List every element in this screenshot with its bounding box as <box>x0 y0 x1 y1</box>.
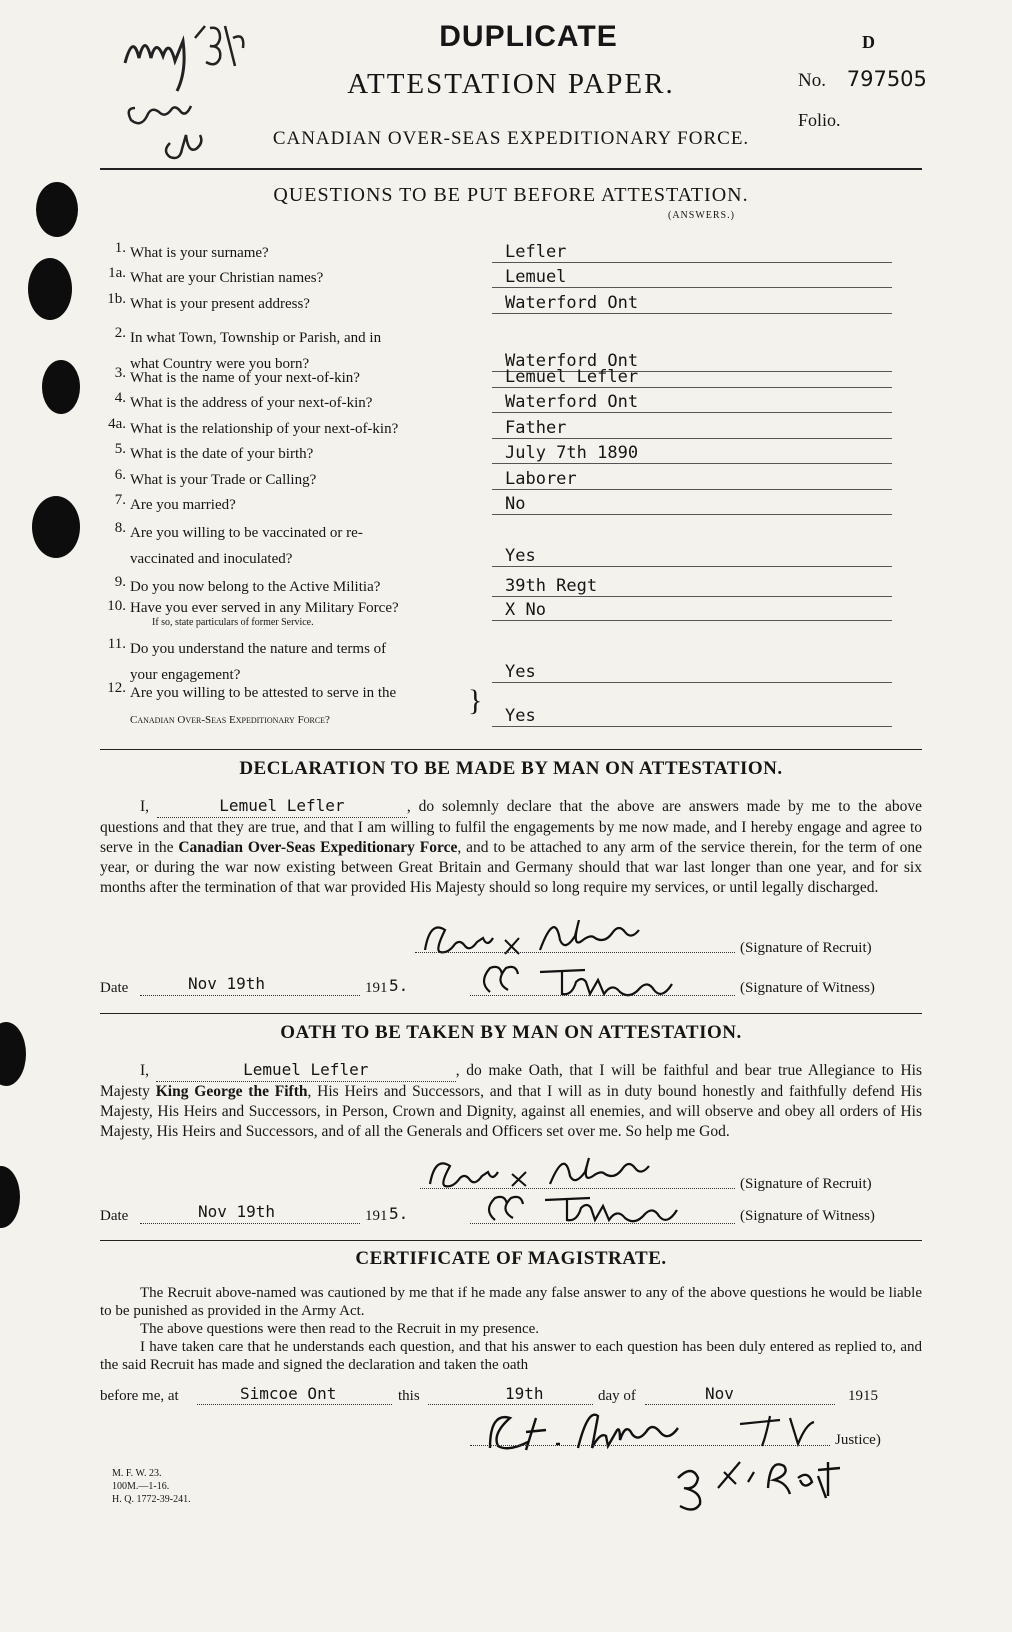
answer-value: Lefler <box>505 242 567 262</box>
oath-year-suffix: 5. <box>389 1204 409 1223</box>
answer-line <box>492 489 892 490</box>
oath-recruit-signature-line <box>420 1188 735 1189</box>
question-row <box>100 598 920 628</box>
section-divider <box>100 749 922 750</box>
oath-witness-signature-label: (Signature of Witness) <box>740 1208 875 1224</box>
recruit-signature-line <box>415 952 735 953</box>
certificate-place-line <box>197 1404 392 1405</box>
question-text: Do you now belong to the Active Militia? <box>130 579 381 595</box>
header-divider <box>100 168 922 170</box>
binder-hole <box>0 1166 20 1228</box>
certificate-this-label: this <box>398 1388 420 1404</box>
answer-line <box>492 726 892 727</box>
form-footer <box>112 1467 191 1506</box>
answer-line <box>492 514 892 515</box>
question-row <box>100 291 920 317</box>
question-row <box>100 467 920 493</box>
question-text: Do you understand the nature and terms of your engagement? <box>130 641 387 683</box>
certificate-place: Simcoe Ont <box>240 1384 337 1403</box>
oath-date-value: Nov 19th <box>198 1202 276 1221</box>
declaration-year-suffix: 5. <box>389 976 409 995</box>
answer-line <box>492 412 892 413</box>
answer-value: No <box>505 494 526 514</box>
answer-value: July 7th 1890 <box>505 443 639 463</box>
binder-hole <box>42 360 80 414</box>
certificate-before-label: before me, at <box>100 1388 179 1404</box>
question-row <box>100 390 920 416</box>
question-text: What are your Christian names? <box>130 270 324 286</box>
magistrate-signature-line <box>470 1445 830 1446</box>
oath-witness-signature <box>475 1190 735 1230</box>
binder-hole <box>32 496 80 558</box>
regiment-handwritten-stamp <box>668 1448 868 1518</box>
section-divider <box>100 1240 922 1241</box>
question-number: 8. <box>114 520 126 536</box>
question-text: What is the address of your next-of-kin? <box>130 395 373 411</box>
question-row <box>100 365 920 391</box>
question-text: What is the relationship of your next-of-kin? <box>130 421 399 437</box>
question-row <box>100 636 920 686</box>
question-number: 4. <box>114 390 126 406</box>
question-number: 10. <box>107 598 126 614</box>
answer-value: 39th Regt <box>505 576 598 596</box>
question-number: 9. <box>114 574 126 590</box>
question-number: 1a. <box>108 265 126 281</box>
oath-title: OATH TO BE TAKEN BY MAN ON ATTESTATION. <box>280 1022 742 1043</box>
declaration-date-value: Nov 19th <box>188 974 266 993</box>
question-text: What is the name of your next-of-kin? <box>130 370 360 386</box>
oath-date-label: Date <box>100 1208 129 1224</box>
answer-value: Yes <box>505 662 536 682</box>
answer-line <box>492 566 892 567</box>
questions-section-title: QUESTIONS TO BE PUT BEFORE ATTESTATION. <box>273 184 749 206</box>
question-row <box>100 240 920 266</box>
answer-value: Yes <box>505 706 536 726</box>
declaration-date-label: Date <box>100 980 129 996</box>
answer-value: Waterford Ont <box>505 392 639 412</box>
oath-name: Lemuel Lefler <box>243 1060 369 1079</box>
answer-value: X No <box>505 600 546 620</box>
corner-letter: D <box>862 32 875 52</box>
declaration-text: I, Lemuel Lefler , do solemnly declare that the above are answers made by me to the above questions and that they are true, and that I am willing to fulfil the engagements by me now made, and I hereby engage and agree to serve in the Canadian Over-Seas Expeditionary Force, and to be attached to any arm of the service therein, for the term of one year, or during the war now existing between Great Britain and Germany should that war last longer than one year, and for six months after the termination of that war provided His Majesty should so long require my services, or until legally discharged. <box>100 796 923 896</box>
number-label: No. <box>798 70 826 91</box>
question-row <box>100 492 920 518</box>
footer-line: H. Q. 1772-39-241. <box>112 1494 191 1505</box>
footer-line: 100M.—1-16. <box>112 1481 170 1492</box>
answer-line <box>492 313 892 314</box>
question-text: Are you willing to be attested to serve in the Canadian Over-Seas Expeditionary Force? <box>130 685 397 726</box>
section-divider <box>100 1013 922 1014</box>
answer-line <box>492 596 892 597</box>
footer-line: M. F. W. 23. <box>112 1468 162 1479</box>
recruit-signature <box>415 920 715 965</box>
declaration-title: DECLARATION TO BE MADE BY MAN ON ATTESTATION. <box>239 758 783 779</box>
question-number: 6. <box>114 467 126 483</box>
question-row <box>100 574 920 600</box>
question-number: 7. <box>114 492 126 508</box>
certificate-year: 1915 <box>848 1388 878 1404</box>
question-text: What is your Trade or Calling? <box>130 472 317 488</box>
question-text: Are you willing to be vaccinated or re- vaccinated and inoculated? <box>130 525 363 567</box>
certificate-text: The Recruit above-named was cautioned by me that if he made any false answer to any of the above questions he would be liable to be punished as provided in the Army Act. The above questions were then read to the Recruit in my presence. I have taken care that he understands each question, and that his answer to each question has been duly entered as replied to, and the said Recruit has made and signed the declaration and taken the oath <box>100 1285 922 1373</box>
question-row <box>100 680 920 730</box>
page-subtitle: CANADIAN OVER-SEAS EXPEDITIONARY FORCE. <box>272 128 750 149</box>
question-text: What is your surname? <box>130 245 269 261</box>
page-title: ATTESTATION PAPER. <box>347 68 675 100</box>
recruit-signature-label: (Signature of Recruit) <box>740 940 872 956</box>
answer-value: Laborer <box>505 469 577 489</box>
certificate-dayof-label: day of <box>598 1388 636 1404</box>
regimental-number <box>798 67 927 92</box>
folio-label: Folio. <box>798 110 841 130</box>
duplicate-heading: DUPLICATE <box>439 20 618 53</box>
question-text: Are you married? <box>130 497 236 513</box>
brace-glyph: } <box>468 684 483 717</box>
oath-date-line <box>140 1223 360 1224</box>
question-text: In what Town, Township or Parish, and in what Country were you born? <box>130 330 382 372</box>
declaration-year-prefix: 191 <box>365 980 388 996</box>
answer-line <box>492 287 892 288</box>
question-number: 3. <box>114 365 126 381</box>
oath-witness-signature-line <box>470 1223 735 1224</box>
question-number: 1b. <box>107 291 126 307</box>
question-text: What is the date of your birth? <box>130 446 314 462</box>
question-text: What is your present address? <box>130 296 310 312</box>
certificate-day: 19th <box>505 1384 544 1403</box>
answer-value: Waterford Ont <box>505 351 639 371</box>
question-number: 12. <box>107 680 126 696</box>
answer-value: Father <box>505 418 567 438</box>
witness-signature <box>470 960 740 1005</box>
answer-value: Yes <box>505 546 536 566</box>
question-row <box>100 416 920 442</box>
binder-hole <box>28 258 72 320</box>
declaration-name: Lemuel Lefler <box>219 796 345 815</box>
question-text: Have you ever served in any Military Force? If so, state particulars of former Service. <box>130 600 399 628</box>
question-number: 5. <box>114 441 126 457</box>
answer-line <box>492 262 892 263</box>
answer-line <box>492 463 892 464</box>
declaration-date-line <box>140 995 360 996</box>
oath-year-prefix: 191 <box>365 1208 388 1224</box>
question-row <box>100 265 920 291</box>
oath-recruit-signature-label: (Signature of Recruit) <box>740 1176 872 1192</box>
question-number: 11. <box>107 636 126 652</box>
answer-value: Waterford Ont <box>505 293 639 313</box>
answers-label: (ANSWERS.) <box>668 210 735 221</box>
answer-line <box>492 438 892 439</box>
question-number: 2. <box>114 325 126 341</box>
question-row <box>100 520 920 570</box>
answer-value: Lemuel <box>505 267 567 287</box>
certificate-title: CERTIFICATE OF MAGISTRATE. <box>355 1248 667 1269</box>
question-number: 1. <box>114 240 126 256</box>
binder-hole <box>0 1022 26 1086</box>
witness-signature-line <box>470 995 735 996</box>
question-row <box>100 441 920 467</box>
answer-line <box>492 620 892 621</box>
certificate-month: Nov <box>705 1384 734 1403</box>
binder-hole <box>36 182 78 237</box>
witness-signature-label: (Signature of Witness) <box>740 980 875 996</box>
oath-text: I, Lemuel Lefler , do make Oath, that I will be faithful and bear true Allegiance to His Majesty King George the Fifth, His Heirs and Successors, and that I will as in duty bound honestly and faithfully defend His Majesty, His Heirs and Successors, in Person, Crown and Dignity, against all enemies, and will observe and obey all orders of His Majesty, His Heirs and Successors, and of all the Generals and Officers set over me. So help me God. <box>100 1060 922 1140</box>
answer-value: Lemuel Lefler <box>505 367 639 387</box>
answer-line <box>492 387 892 388</box>
justice-label: Justice) <box>835 1432 881 1448</box>
number-value: 797505 <box>846 67 927 91</box>
question-number: 4a. <box>108 416 126 432</box>
